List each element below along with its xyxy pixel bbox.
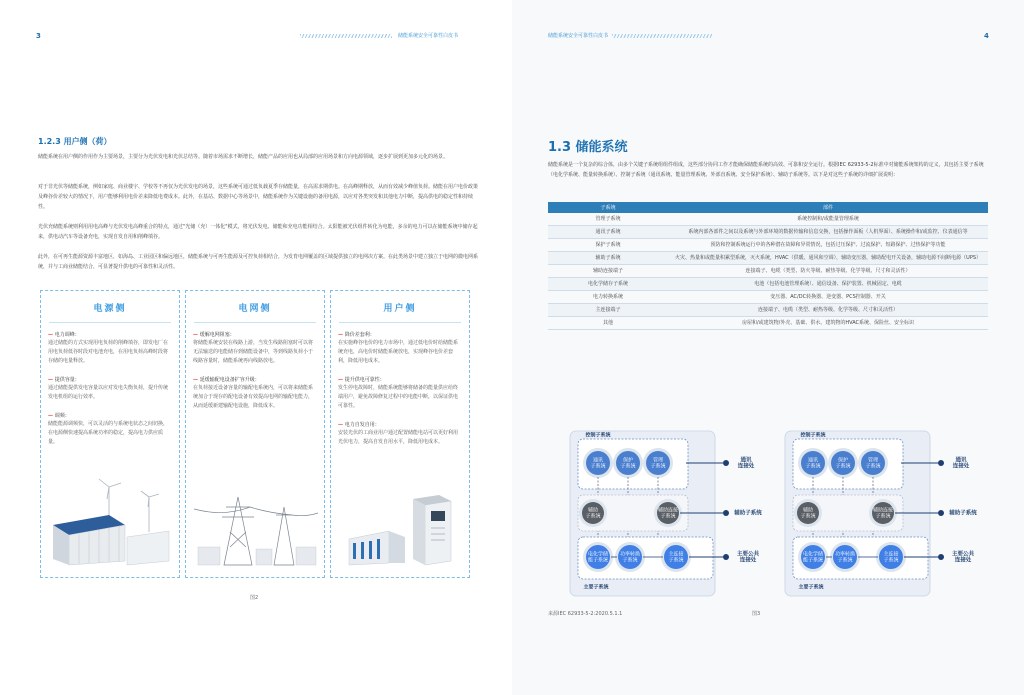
table-cell: 房屋和/或建筑物/外壳、基础、供水、建筑物的HVAC系统、保险丝、安全标识 — [668, 317, 988, 330]
item-heading: — 降价差套利： — [338, 331, 462, 339]
top-module — [858, 448, 888, 478]
item-heading: — 电力调峰： — [48, 331, 172, 339]
paragraph: 储能系统在用户侧的作用作为主要场景，主要分为光伏发电和光伏总结等。随着市场需求不断增长，储能产品的应用也从局部的应用场景和方向电源领域，逐步扩展到更加多元化的场景。 — [38, 154, 449, 160]
table-cell: 辅助连接端子 — [548, 265, 668, 278]
item-body: 储能能源调频快，可以灵活的与系统电状态之间切换，在电源侧快速提高系统功率的稳定，提高电力供应质量。 — [48, 421, 169, 445]
figure-caption: 图3 — [752, 611, 761, 617]
table-row — [548, 226, 988, 239]
item-heading: — 提升供电可靠性： — [338, 376, 462, 384]
figure-caption: 图2 — [250, 595, 259, 601]
table-row — [548, 278, 988, 291]
architecture-diagram — [568, 425, 773, 605]
table-row — [548, 265, 988, 278]
architecture-diagram — [783, 425, 988, 605]
top-module — [583, 448, 613, 478]
card-grid-side — [185, 290, 325, 578]
top-module — [798, 448, 828, 478]
connector-dot — [723, 554, 729, 560]
running-head: 储能系统安全可靠性白皮书 — [548, 33, 609, 39]
header-hatch — [612, 34, 712, 38]
module-label: 电化学储能子系统 — [802, 551, 824, 564]
table-row — [548, 304, 988, 317]
list-item — [338, 331, 462, 366]
item-body: 在实施峰谷电价的电力市场中，通过低电价时给储能系统充电，高电价时储能系统放电，实现峰谷电价差套利，降低用电成本。 — [338, 340, 459, 364]
module-label: 主连接子系统 — [883, 551, 899, 564]
table-cell: 电池（包括电池管理系统）、通信设备、保护装置、机械固定、电缆 — [668, 278, 988, 291]
top-module — [643, 448, 673, 478]
item-body: 安装光伏的工商业用户通过配置储能电站可以更好利用光伏电力，提高自发自用水平，降低用电成本。 — [338, 430, 459, 445]
source-note: 来源IEC 62933-5-2:2020.5.1.1 — [548, 611, 623, 617]
card-title: 用户侧 — [383, 304, 417, 314]
bottom-module — [876, 542, 906, 572]
table-cell: 系统控制和/或能量管理系统 — [668, 213, 988, 226]
item-heading: — 提供容量： — [48, 376, 172, 384]
table-row — [548, 291, 988, 304]
transmission-tower-illustration — [194, 477, 318, 567]
bottom-module — [830, 542, 860, 572]
module-label: 通讯子系统 — [590, 457, 606, 470]
divider — [194, 322, 316, 323]
list-item — [338, 421, 462, 447]
table-row — [548, 239, 988, 252]
table-cell: 保护子系统 — [548, 239, 668, 252]
card-title: 电网侧 — [238, 304, 272, 314]
control-label: 控制子系统 — [585, 432, 611, 439]
module-label: 辅助子系统 — [800, 507, 816, 520]
table-row — [548, 252, 988, 265]
main-connection-label: 主要公共连接处 — [951, 551, 975, 564]
main-label: 主要子系统 — [583, 584, 609, 591]
paragraph: 此外，在可再生能源资源丰富地区，如海岛、工业园区和偏远地区，储能系统与可再生能源及可控负荷相结合，为发育电网覆盖的区域提供独立的电网决方案。在此类场景中建立独立于电网的微电网系统，并与工商业储能结合，可显著提升供电的可靠性和灵活性。 — [38, 254, 479, 270]
list-item — [193, 376, 317, 411]
list-item — [48, 412, 172, 447]
table-cell: 变压器、AC/DC转换器、逆变器、PCS控制器、开关 — [668, 291, 988, 304]
table-row — [548, 317, 988, 330]
table-cell: 主连接端子 — [548, 304, 668, 317]
main-label: 主要子系统 — [798, 584, 824, 591]
table-header: 部件 — [668, 202, 988, 213]
item-body: 将储能系统安装在线路上游，当发生线路阻塞时可以将无法输送的电能储存到储能设备中，等到线路负荷小于线路容量时，储能系统再向线路放电。 — [193, 340, 314, 364]
connector-dot — [723, 460, 729, 466]
module-label: 辅助连接子系统 — [872, 507, 894, 520]
table-row — [548, 213, 988, 226]
item-body: 通过储能的方式实现用电负荷的削峰填谷，即发电厂在用电负荷低谷时段对电池充电，在用电负荷高峰时段将存储的电量释放。 — [48, 340, 169, 364]
table-cell: 电力转换系统 — [548, 291, 668, 304]
card-user-side — [330, 290, 470, 578]
subsystem-table — [548, 202, 988, 330]
module-label: 功率转换子系统 — [834, 551, 856, 564]
comm-connection-label: 通讯连接处 — [952, 457, 970, 470]
list-item — [338, 376, 462, 411]
aux-module — [654, 499, 682, 527]
header-hatch — [300, 34, 392, 38]
table-cell: 通讯子系统 — [548, 226, 668, 239]
table-cell: 辅助子系统 — [548, 252, 668, 265]
aux-label: 辅助子系统 — [949, 510, 977, 517]
list-item — [193, 331, 317, 366]
module-label: 主连接子系统 — [668, 551, 684, 564]
module-label: 辅助连接子系统 — [657, 507, 679, 520]
page-number: 3 — [36, 32, 41, 40]
item-heading: — 延缓输配电设备扩容升级： — [193, 376, 317, 384]
table-header: 子系统 — [548, 202, 668, 213]
section-title: 1.3 储能系统 — [548, 140, 628, 155]
card-power-side — [40, 290, 180, 578]
table-cell: 连接端子、电缆（类型、防火等级、耐热等级、化学等级、尺寸和灵活性） — [668, 265, 988, 278]
connector-dot — [938, 554, 944, 560]
card-title: 电源侧 — [93, 304, 127, 314]
item-body: 在负荷接近设备容量的输配电系统内，可以将来储能系统加合于现存的配电设备有效提高电网的输配电能力，从而延缓新建输配电设施，降低成本。 — [193, 385, 314, 409]
module-label: 电化学储能子系统 — [587, 551, 609, 564]
aux-module — [869, 499, 897, 527]
bottom-module — [615, 542, 645, 572]
aux-label: 辅助子系统 — [734, 510, 762, 517]
running-head: 储能系统安全可靠性白皮书 — [398, 33, 459, 39]
top-module — [828, 448, 858, 478]
item-body: 通过储能提供发电容量以应对发电失衡负荷，提升传统发电机组的运行效率。 — [48, 385, 169, 400]
paragraph: 对于非光伏等储能系统，例如家庭、商业楼宇、学校等不再仅为光伏发电的场景，这些系统可通过低负载夏季存储能量，在高需求期供电。在高峰期释放，从而有效减少峰值负荷。储能在用户电价政策及峰谷价差较大的情况下，用户能够利用电价差来降低电费成本。此外，在基站、数据中心等场景中，储能系统作为关键设施的备用电源，以应对各类突发和其他电力中断，提高供电的稳定性和持续性。 — [38, 184, 479, 210]
comm-connection-label: 通讯连接处 — [737, 457, 755, 470]
item-heading: — 缓解电网阻塞： — [193, 331, 317, 339]
page-number: 4 — [984, 32, 989, 40]
solar-wind-illustration — [49, 477, 173, 567]
intro-paragraph: 储能系统是一个复杂的综合体，由多个关键子系统组组件组成，这些部分协同工作才能确保储能系统的高效、可靠和安全运行。根据IEC 62933-5-2标准中对储能系统架构的定义，其包括主要子系统（电化学系统、能量转换系统）、控制子系统（通讯系统、能量管理系统、外部直系统、安全保护系统）、辅助子系统等。以下是对这些子系统的详细扩展说明： — [548, 162, 984, 178]
connector-dot — [938, 460, 944, 466]
module-label: 管理子系统 — [650, 457, 666, 470]
paragraph: 光伏充储能系统则利用用电高峰与光伏发电高峰重合的特点，通过"光储（充）一体化"模式，将光伏发电、储能和充电功能相结合。太阳能被光伏组件转化为电能，多余的电力可以在储能系统中储存起来，供电动汽车等设备充电，实现自发自用和削峰填谷。 — [38, 224, 478, 240]
module-label: 保护子系统 — [620, 457, 636, 470]
control-label: 控制子系统 — [800, 432, 826, 439]
bottom-module — [583, 542, 613, 572]
table-cell: 管理子系统 — [548, 213, 668, 226]
item-heading: — 调频： — [48, 412, 172, 420]
list-item — [48, 331, 172, 366]
divider — [49, 322, 171, 323]
module-label: 功率转换子系统 — [619, 551, 641, 564]
module-label: 管理子系统 — [865, 457, 881, 470]
divider — [339, 322, 461, 323]
item-heading: — 电力自发自用： — [338, 421, 462, 429]
list-item — [48, 376, 172, 402]
table-cell: 其他 — [548, 317, 668, 330]
main-connection-label: 主要公共连接处 — [736, 551, 760, 564]
table-cell: 系统内部各部件之间以及系统与外部环境的数据传输和信息交换，包括操作面板（人机界面）、系统操作和/或监控、仪表通信等 — [668, 226, 988, 239]
energy-cabinet-illustration — [339, 477, 463, 567]
section-title: 1.2.3 用户侧（荷） — [38, 137, 112, 146]
connector-dot — [723, 510, 729, 516]
bottom-module — [798, 542, 828, 572]
top-module — [613, 448, 643, 478]
bottom-module — [661, 542, 691, 572]
module-label: 通讯子系统 — [805, 457, 821, 470]
aux-module — [579, 499, 607, 527]
table-cell: 火灾、热量和或能量积累型系统，灭火系统，HVAC（供暖、通风和空调），辅助变压器，辅助配电开关设备，辅助电源不间断电源（UPS） — [668, 252, 988, 265]
table-cell: 连接端子、电缆（类型、耐热等级、化学等级、尺寸和灵活性） — [668, 304, 988, 317]
connector-dot — [938, 510, 944, 516]
module-label: 保护子系统 — [835, 457, 851, 470]
item-body: 发生停电故障时，储能系统能够将储备的能量供应给终端用户，避免故障修复过程中的电能中断，以保证供电可靠性。 — [338, 385, 459, 409]
aux-module — [794, 499, 822, 527]
table-cell: 电化学储存子系统 — [548, 278, 668, 291]
module-label: 辅助子系统 — [585, 507, 601, 520]
table-cell: 预防和控制系统运行中的各种潜在故障和异常情况，包括过压保护、过流保护、短路保护、过热保护等功能 — [668, 239, 988, 252]
